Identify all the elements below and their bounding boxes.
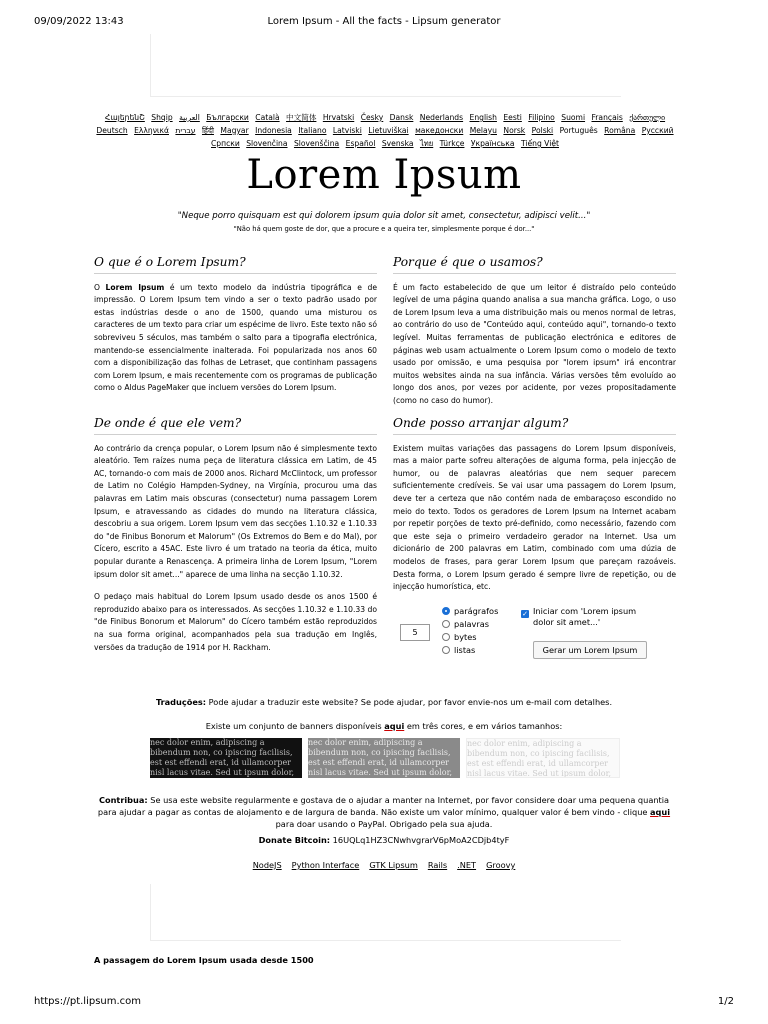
section-what-title: O que é o Lorem Ipsum? bbox=[94, 256, 377, 274]
site-logo[interactable]: Lorem Ipsum bbox=[246, 152, 522, 198]
lorem-ipsum-bold: Lorem Ipsum bbox=[105, 282, 165, 292]
contribute-text: Contribua: Se usa este website regularmente e gostava de o ajudar a manter na Internet, por favor considere doar uma pequena quantia para ajudar a pagar as contas de alojamento e de largura de banda. Não existe um valor mínimo, qualquer valor é bem vindo - clique aqui para doar usando o PayPal. Obrigado pela sua ajuda. bbox=[97, 795, 671, 829]
integration-links bbox=[0, 860, 768, 870]
banner-gray[interactable]: nec dolor enim, adipiscing a bibendum non, co ipiscing facilisis, est est effendi erat, id ullamcorper nisl lacus vitae. Sed ut ipsum dolor, bbox=[308, 738, 460, 778]
language-link[interactable]: Deutsch bbox=[96, 126, 128, 135]
language-link[interactable]: Suomi bbox=[561, 113, 586, 122]
radio-words[interactable]: palavras bbox=[442, 619, 489, 629]
language-link[interactable]: Pусский bbox=[641, 126, 674, 135]
language-link[interactable]: Latviski bbox=[332, 126, 362, 135]
translations-line: Traduções: Pode ajudar a traduzir este website? Se pode ajudar, por favor envie-nos um e-mail com detalhes. bbox=[155, 697, 613, 707]
section-where-from bbox=[94, 417, 377, 664]
integration-link[interactable]: .NET bbox=[457, 860, 477, 870]
language-link[interactable]: ไทย bbox=[419, 139, 434, 148]
banners-link[interactable]: aqui bbox=[384, 721, 405, 731]
language-link[interactable]: Slovenčina bbox=[246, 139, 288, 148]
top-ad-area bbox=[150, 34, 621, 97]
language-link[interactable]: Українська bbox=[470, 139, 515, 148]
radio-lists[interactable]: listas bbox=[442, 645, 475, 655]
print-page-number: 1/2 bbox=[717, 996, 734, 1007]
language-link[interactable]: Türkçe bbox=[439, 139, 465, 148]
banner-samples bbox=[150, 738, 620, 778]
integration-link[interactable]: GTK Lipsum bbox=[369, 860, 418, 870]
language-link[interactable]: Norsk bbox=[503, 126, 526, 135]
language-link[interactable]: العربية bbox=[179, 113, 200, 122]
language-link[interactable]: Српски bbox=[211, 139, 240, 148]
print-url: https://pt.lipsum.com bbox=[34, 996, 142, 1007]
language-link[interactable]: Svenska bbox=[381, 139, 414, 148]
banner-dark[interactable]: nec dolor enim, adipiscing a bibendum non, co ipiscing facilisis, est est effendi erat, id ullamcorper nisl lacus vitae. Sed ut ipsum dolor, bbox=[150, 738, 302, 778]
radio-icon[interactable] bbox=[442, 633, 450, 641]
language-link[interactable]: Polski bbox=[531, 126, 554, 135]
language-link[interactable]: Indonesia bbox=[255, 126, 292, 135]
language-link: Português bbox=[559, 126, 598, 135]
radio-bytes[interactable]: bytes bbox=[442, 632, 477, 642]
bitcoin-line bbox=[0, 835, 768, 845]
bottom-ad-area bbox=[150, 884, 621, 941]
section-where-get-body: Existem muitas variações das passagens do Lorem Ipsum disponíveis, mas a maior parte sofreu alterações de alguma forma, pela injecção de humor, ou de palavras aleatórias que nem sequer parecem suficientemente credíveis. Se vai usar uma passagem do Lorem Ipsum, deve ter a certeza que não contém nada de embaraçoso escondido no meio do texto. Todos os geradores de Lorem Ipsum na Internet acabam por repetir porções de texto pré-definido, como necessário, fazendo com que este seja o primeiro verdadeiro gerador na Internet. Usa um dicionário de 200 palavras em Latim, combinado com uma dúzia de modelos de frases, para gerar Lorem Ipsum que pareçam razoáveis. Desta forma, o Lorem Ipsum gerado é sempre livre de repetição, ou de injecção humorística, etc. bbox=[393, 443, 676, 592]
integration-link[interactable]: NodeJS bbox=[252, 860, 282, 870]
radio-icon[interactable] bbox=[442, 646, 450, 654]
language-link[interactable]: 中文简体 bbox=[286, 113, 317, 122]
language-link[interactable]: македонски bbox=[415, 126, 464, 135]
language-link[interactable]: Dansk bbox=[389, 113, 414, 122]
language-link[interactable]: Româna bbox=[604, 126, 636, 135]
integration-link[interactable]: Rails bbox=[427, 860, 448, 870]
bitcoin-address: 16UQLq1HZ3CNwhvgrarV6pMoA2CDjb4tyF bbox=[330, 835, 510, 845]
generate-button[interactable]: Gerar um Lorem Ipsum bbox=[533, 641, 647, 659]
language-link[interactable]: हिंदी bbox=[201, 126, 214, 135]
language-link[interactable]: Eesti bbox=[503, 113, 522, 122]
language-link[interactable]: English bbox=[469, 113, 497, 122]
language-link[interactable]: Melayu bbox=[469, 126, 497, 135]
radio-paragraphs[interactable]: parágrafos bbox=[442, 606, 498, 616]
language-link[interactable]: ქართული bbox=[629, 113, 666, 122]
print-header bbox=[0, 16, 768, 30]
section-where-from-p2: O pedaço mais habitual do Lorem Ipsum usado desde os anos 1500 é reproduzido abaixo para os interessados. As secções 1.10.32 e 1.10.33 do "de Finibus Bonorum et Malorum" do Cícero também estão reproduzidos na sua forma original, acompanhados pela sua tradução em Inglês, versões da tradução de 1914 por H. Rackham. bbox=[94, 592, 377, 652]
contribute-label: Contribua: bbox=[98, 795, 148, 805]
donate-link[interactable]: aqui bbox=[650, 807, 671, 817]
amount-input[interactable]: 5 bbox=[400, 624, 430, 641]
portuguese-quote: "Não há quem goste de dor, que a procure e a queira ter, simplesmente porque é dor..." bbox=[233, 225, 535, 233]
language-link[interactable]: Italiano bbox=[298, 126, 327, 135]
banner-light[interactable]: nec dolor enim, adipiscing a bibendum non, co ipiscing facilisis, est est effendi erat, id ullamcorper nisl lacus vitae. Sed ut ipsum dolor, bbox=[466, 738, 620, 778]
start-with-lorem-label: Iniciar com 'Lorem ipsum dolor sit amet...' bbox=[533, 606, 637, 627]
passage-title: A passagem do Lorem Ipsum usada desde 1500 bbox=[94, 955, 314, 965]
language-link[interactable]: Lietuviškai bbox=[368, 126, 409, 135]
section-where-get-title: Onde posso arranjar algum? bbox=[393, 417, 676, 435]
generator-form bbox=[400, 606, 670, 666]
print-page-title: Lorem Ipsum - All the facts - Lipsum generator bbox=[267, 16, 501, 27]
translations-label: Traduções: bbox=[155, 697, 207, 707]
language-link[interactable]: Magyar bbox=[220, 126, 249, 135]
language-link[interactable]: Français bbox=[591, 113, 623, 122]
print-datetime: 09/09/2022 13:43 bbox=[34, 16, 124, 27]
latin-quote: "Neque porro quisquam est qui dolorem ipsum quia dolor sit amet, consectetur, adipisci velit..." bbox=[177, 211, 591, 221]
section-why-title: Porque é que o usamos? bbox=[393, 256, 676, 274]
bitcoin-label: Donate Bitcoin: bbox=[258, 835, 331, 845]
language-list bbox=[86, 111, 684, 150]
language-link[interactable]: Česky bbox=[360, 113, 384, 122]
section-why-body: É um facto estabelecido de que um leitor é distraído pelo conteúdo legível de uma página quando analisa a sua mancha gráfica. Logo, o uso de Lorem Ipsum leva a uma distribuição mais ou menos normal de letras, ao contrário do uso de "Conteúdo aqui, conteúdo aqui", tornando-o texto legível. Muitas ferramentas de publicação electrónica e editores de páginas web usam actualmente o Lorem Ipsum como o modelo de texto usado por omissão, e uma pesquisa por "lorem ipsum" irá encontrar muitos websites ainda na sua infância. Várias versões têm evoluído ao longo dos anos, por vezes por acidente, por vezes propositadamente (como no caso do humor). bbox=[393, 282, 676, 405]
language-link[interactable]: Shqip bbox=[151, 113, 173, 122]
integration-link[interactable]: Python Interface bbox=[291, 860, 360, 870]
language-link[interactable]: ՀայերենՇ bbox=[104, 113, 145, 122]
language-link[interactable]: עברית bbox=[175, 126, 196, 135]
radio-selected-icon[interactable] bbox=[442, 607, 450, 615]
banners-line: Existe um conjunto de banners disponíveis aqui em três cores, e em vários tamanhos: bbox=[205, 721, 563, 731]
section-where-from-title: De onde é que ele vem? bbox=[94, 417, 377, 435]
integration-link[interactable]: Groovy bbox=[486, 860, 516, 870]
print-footer bbox=[0, 996, 768, 1010]
language-link[interactable]: Filipino bbox=[528, 113, 555, 122]
language-link[interactable]: Tiếng Việt bbox=[520, 139, 559, 148]
section-what bbox=[94, 256, 377, 405]
language-link[interactable]: Ελληνικά bbox=[134, 126, 169, 135]
start-with-lorem-checkbox[interactable]: ✓ bbox=[522, 610, 528, 618]
radio-icon[interactable] bbox=[442, 620, 450, 628]
language-link[interactable]: Hrvatski bbox=[322, 113, 355, 122]
language-link[interactable]: Slovenščina bbox=[293, 139, 340, 148]
language-link[interactable]: Nederlands bbox=[419, 113, 464, 122]
section-where-get bbox=[393, 417, 676, 604]
section-where-from-p1: Ao contrário da crença popular, o Lorem Ipsum não é simplesmente texto aleatório. Tem raízes numa peça de literatura clássica em Latim, de 45 AC, tornando-o com mais de 2000 anos. Richard McClintock, um professor de Latim no Colégio Hampden-Sydney, na Virgínia, procurou uma das palavras em Latim mais obscuras (consectetur) numa passagem Lorem Ipsum, e atravessando as cidades do mundo na literatura clássica, descobriu a sua origem. Lorem Ipsum vem das secções 1.10.32 e 1.10.33 do "de Finibus Bonorum et Malorum" (Os Extremos do Bem e do Mal), por Cícero, escrito a 45AC. Este livro é um tratado na teoria da ética, muito popular durante a Renascença. A primeira linha de Lorem Ipsum, "Lorem ipsum dolor sit amet..." aparece de uma linha na secção 1.10.32. bbox=[94, 443, 377, 579]
section-why bbox=[393, 256, 676, 418]
language-link[interactable]: Български bbox=[206, 113, 249, 122]
language-link[interactable]: Español bbox=[345, 139, 376, 148]
section-what-body: O Lorem Ipsum é um texto modelo da indústria tipográfica e de impressão. O Lorem Ipsum tem vindo a ser o texto padrão usado por estas indústrias desde o ano de 1500, quando uma misturou os caracteres de um texto para criar um espécime de livro. Este texto não só sobreviveu 5 séculos, mas também o salto para a tipografia electrónica, mantendo-se essencialmente inalterada. Foi popularizada nos anos 60 com a disponibilização das folhas de Letraset, que continham passagens com Lorem Ipsum, e mais recentemente com os programas de publicação como o Aldus PageMaker que incluem versões do Lorem Ipsum. bbox=[94, 282, 377, 393]
language-link[interactable]: Català bbox=[255, 113, 280, 122]
